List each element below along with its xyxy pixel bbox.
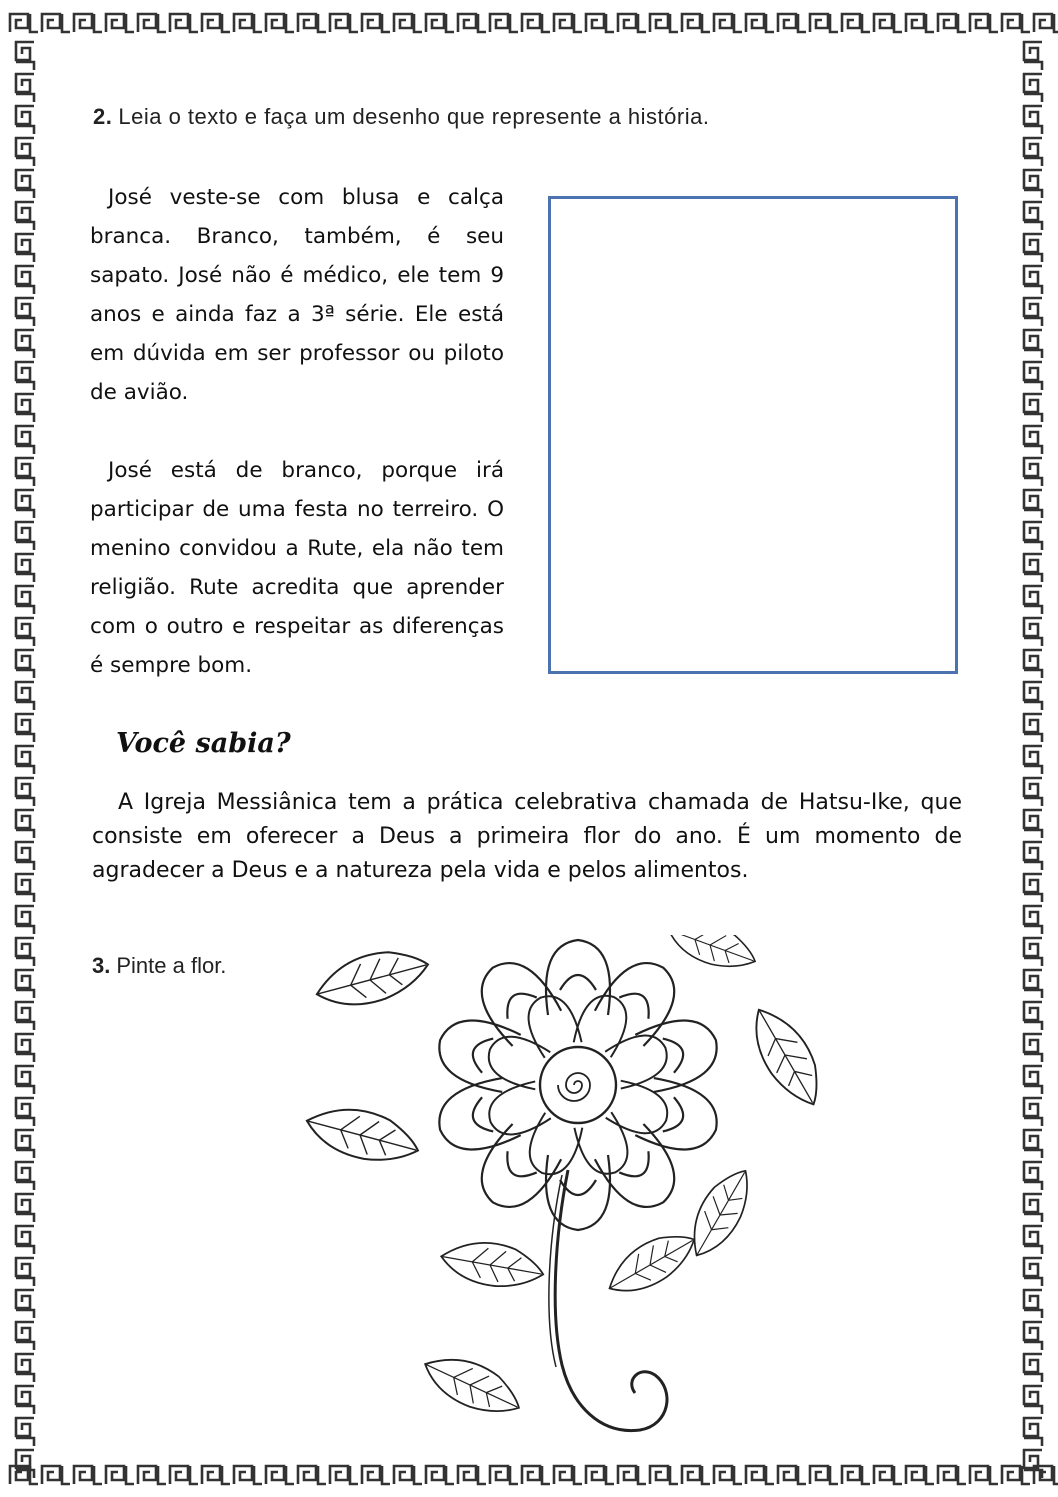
question-number: 2. [93,104,113,129]
story-text [90,178,504,685]
story-paragraph-1: José veste-se com blusa e calça branca. Branco, também, é seu sapato. José não é médico, ele tem 9 anos e ainda faz a 3ª série. Ele está em dúvida em ser professor ou piloto de avião. [90,185,504,405]
question-instruction: Pinte a flor. [116,953,227,978]
did-you-know-title: Você sabia? [116,728,291,759]
question-instruction: Leia o texto e faça um desenho que represente a história. [118,104,710,129]
did-you-know-paragraph: A Igreja Messiânica tem a prática celebrativa chamada de Hatsu-Ike, que consiste em oferecer a Deus a primeira flor do ano. É um momento de agradecer a Deus e a natureza pela vida e pelos alimentos. [92,790,962,883]
question-3-title [92,953,226,979]
question-2-title [93,104,709,130]
story-paragraph-2: José está de branco, porque irá participar de uma festa no terreiro. O menino convidou a Rute, ela não tem religião. Rute acredita que aprender com o outro e respeitar as diferenças é sempre bom. [90,458,504,678]
flower-coloring-icon[interactable] [300,935,845,1455]
did-you-know-text [92,786,962,888]
question-number: 3. [92,953,111,978]
drawing-box[interactable] [548,196,958,674]
